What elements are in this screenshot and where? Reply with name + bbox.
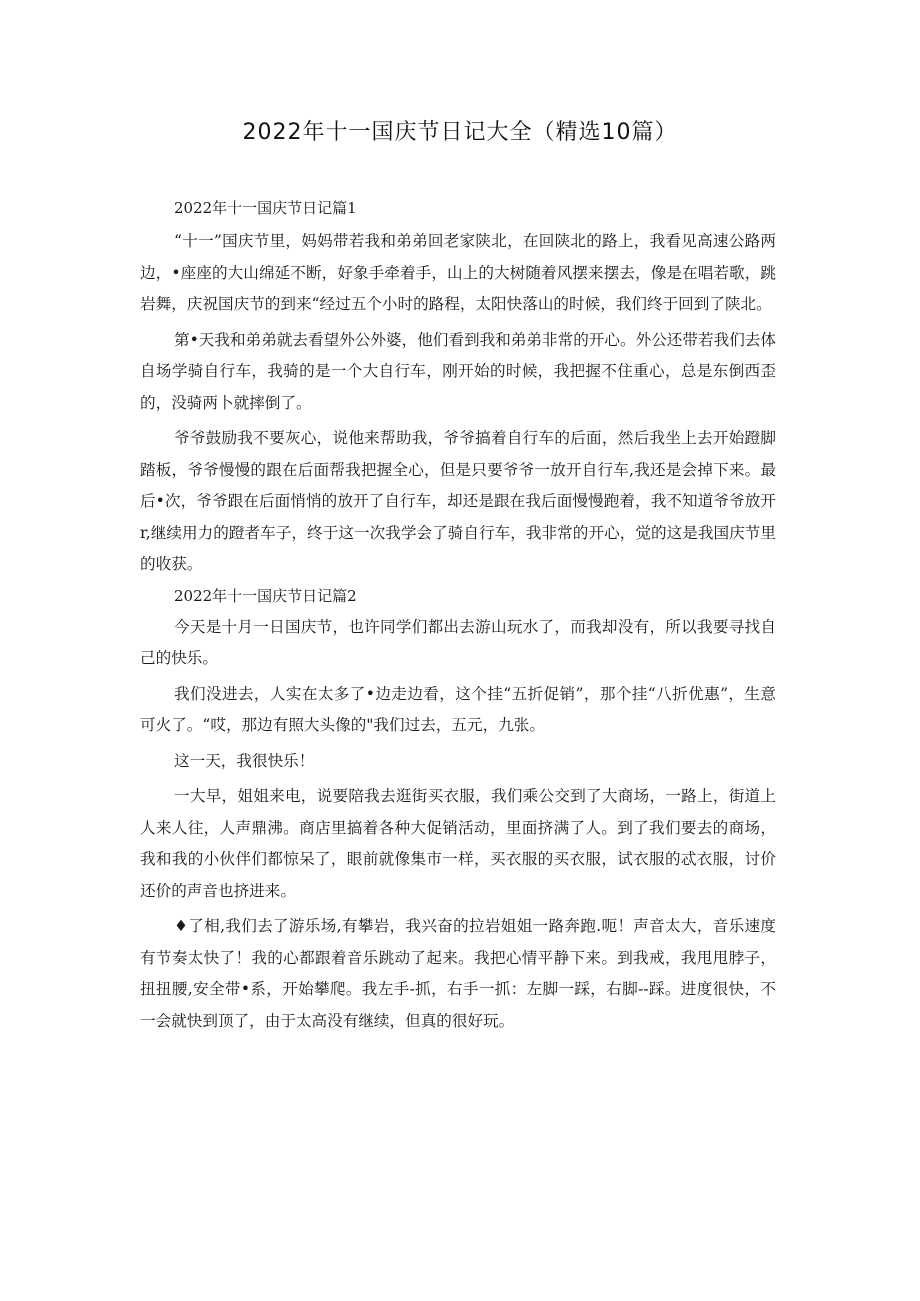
paragraph: 第•天我和弟弟就去看望外公外婆，他们看到我和弟弟非常的开心。外公还带若我们去体自场学骑自行车，我骑的是一个大自行车，刚开始的时候，我把握不住重心，总是东倒西歪的，没骑两卜就摔倒了。 — [140, 330, 776, 412]
paragraph: 爷爷鼓励我不要灰心，说他来帮助我，爷爷搞着自行车的后面，然后我坐上去开始蹬脚踏板，爷爷慢慢的跟在后面帮我把握全心，但是只要爷爷一放开自行车,我还是会掉下来。最后•次，爷爷跟在后面悄悄的放开了自行车，却还是跟在我后面慢慢跑着，我不知道爷爷放开r,继续用力的蹬者车子，终于这一次我学会了骑自行车，我非常的开心，觉的这是我国庆节里的收获。 — [140, 429, 776, 573]
paragraph: 一大早，姐姐来电，说要陪我去逛街买衣服，我们乘公交到了大商场，一路上，街道上人来人往，人声鼎沸。商店里搞着各种大促销活动，里面挤满了人。到了我们要去的商场，我和我的小伙伴们都惊呆了，眼前就像集市一样，买衣服的买衣服，试衣服的忒衣服，讨价还价的声音也挤进来。 — [140, 787, 776, 900]
paragraph: “十一”国庆节里，妈妈带若我和弟弟回老家陕北，在回陕北的路上，我看见高速公路两边，•座座的大山绵延不断，好象手牵着手，山上的大树随着风摆来摆去，像是在唱若歌，跳岩舞，庆祝国庆节的到来“经过五个小时的路程，太阳快落山的时候，我们终于回到了陕北。 — [140, 232, 776, 313]
document-body — [140, 193, 776, 1037]
document-title: 2022年十一国庆节日记大全（精选10篇） — [242, 120, 678, 145]
section-heading: 2022年十一国庆节日记篇2 — [174, 586, 357, 605]
paragraph: 我们没进去，人实在太多了•边走边看，这个挂“五折促销”，那个挂“八折优惠”，生意可火了。“哎，那边有照大头像的"我们过去，五元，九张。 — [140, 684, 776, 734]
section-heading: 2022年十一国庆节日记篇1 — [174, 199, 357, 217]
paragraph: ♦了相,我们去了游乐场,有攀岩，我兴奋的拉岩姐姐一路奔跑.呃！声音太大，音乐速度有节奏太快了！我的心都跟着音乐跳动了起来。我把心情平静下来。到我戒，我甩甩脖子，扭扭腰,安全带•系，开始攀爬。我左手-抓，右手一抓：左脚一踩，右脚--踩。进度很快，不一会就快到顶了，由于太高没有继续，但真的很好玩。 — [140, 917, 776, 1030]
paragraph: 今天是十月一日国庆节，也许同学们都出去游山玩水了，而我却没有，所以我要寻找自己的快乐。 — [140, 617, 776, 667]
paragraph: 这一天，我很快乐！ — [174, 751, 315, 770]
